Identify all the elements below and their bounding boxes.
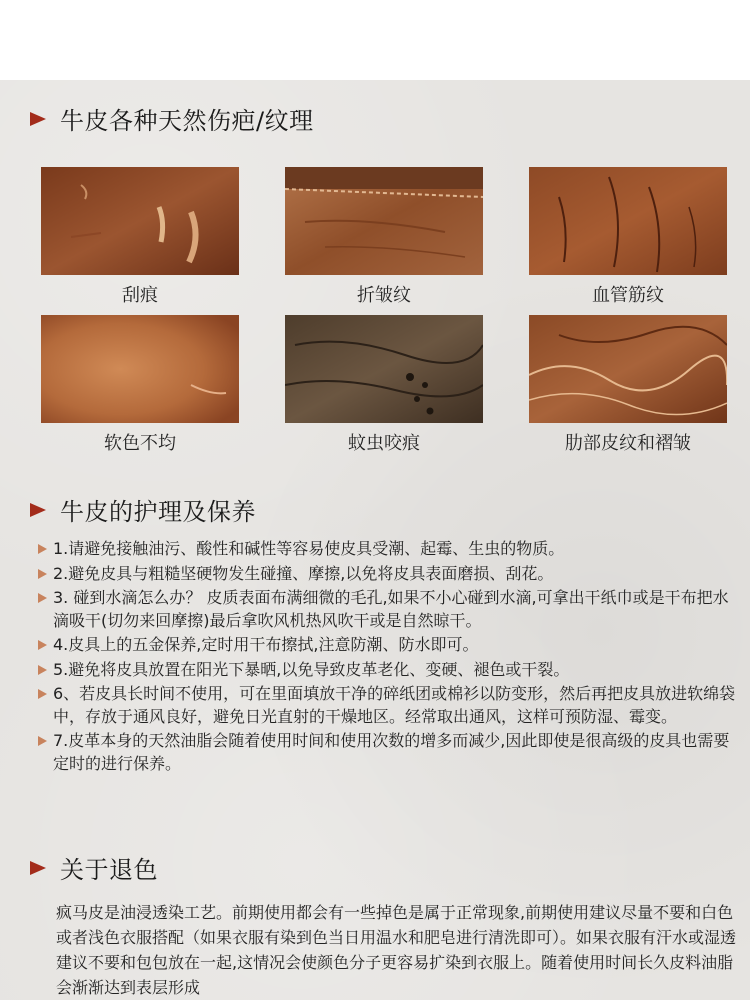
list-item: 2.避免皮具与粗糙坚硬物发生碰撞、摩擦,以免将皮具表面磨损、刮花。: [38, 563, 738, 586]
list-item: 5.避免将皮具放置在阳光下暴晒,以免导致皮革老化、变硬、褪色或干裂。: [38, 659, 738, 682]
label-scratch: 刮痕: [122, 285, 158, 306]
leather-uneven-color-image: [41, 315, 239, 423]
label-vein: 血管筋纹: [592, 285, 664, 306]
arrow-right-icon: [30, 861, 46, 875]
bullet-arrow-icon: [38, 665, 47, 675]
section-title: 牛皮的护理及保养: [60, 498, 256, 526]
label-uneven-color: 软色不均: [104, 433, 176, 454]
section-header-textures: [30, 101, 314, 136]
list-item: 4.皮具上的五金保养,定时用干布擦拭,注意防潮、防水即可。: [38, 634, 738, 657]
bullet-arrow-icon: [38, 569, 47, 579]
arrow-right-icon: [30, 112, 46, 126]
arrow-right-icon: [30, 503, 46, 517]
top-whitespace: [0, 0, 750, 80]
list-item: 3. 碰到水滴怎么办？ 皮质表面布满细微的毛孔,如果不小心碰到水滴,可拿出干纸巾或是干布把水滴吸干(切勿来回摩擦)最后拿吹风机热风吹干或是自然晾干。: [38, 587, 738, 632]
leather-insect-bite-image: [285, 315, 483, 423]
list-item: 1.请避免接触油污、酸性和碱性等容易使皮具受潮、起霉、生虫的物质。: [38, 538, 738, 561]
fading-paragraph: 疯马皮是油浸透染工艺。前期使用都会有一些掉色是属于正常现象,前期使用建议尽量不要和白色或者浅色衣服搭配（如果衣服有染到色当日用温水和肥皂进行清洗即可）。如果衣服有汗水或湿透建议不要和包包放在一起,这情况会使颜色分子更容易扩染到衣服上。随着使用时间长久皮料油脂会渐渐达到表层形成: [56, 903, 737, 997]
list-item: 7.皮革本身的天然油脂会随着使用时间和使用次数的增多而减少,因此即使是很高级的皮具也需要定时的进行保养。: [38, 730, 738, 775]
list-item: 6、若皮具长时间不使用，可在里面填放干净的碎纸团或棉衫以防变形，然后再把皮具放进软绵袋中，存放于通风良好，避免日光直射的干燥地区。经常取出通风，这样可预防湿、霉变。: [38, 683, 738, 728]
label-rib-wrinkle: 肋部皮纹和褶皱: [565, 433, 691, 454]
section-title: 关于退色: [60, 856, 158, 884]
leather-crease-image: [285, 167, 483, 275]
section-header-fading: [30, 850, 158, 885]
section-title: 牛皮各种天然伤疤/纹理: [60, 107, 314, 135]
label-insect-bite: 蚊虫咬痕: [348, 433, 420, 454]
leather-rib-wrinkle-image: [529, 315, 727, 423]
bullet-arrow-icon: [38, 640, 47, 650]
label-crease: 折皱纹: [357, 285, 411, 306]
leather-vein-image: [529, 167, 727, 275]
care-list: [38, 538, 738, 777]
bullet-arrow-icon: [38, 544, 47, 554]
bullet-arrow-icon: [38, 736, 47, 746]
section-header-care: [30, 492, 256, 527]
bullet-arrow-icon: [38, 689, 47, 699]
leather-scratch-image: [41, 167, 239, 275]
bullet-arrow-icon: [38, 593, 47, 603]
